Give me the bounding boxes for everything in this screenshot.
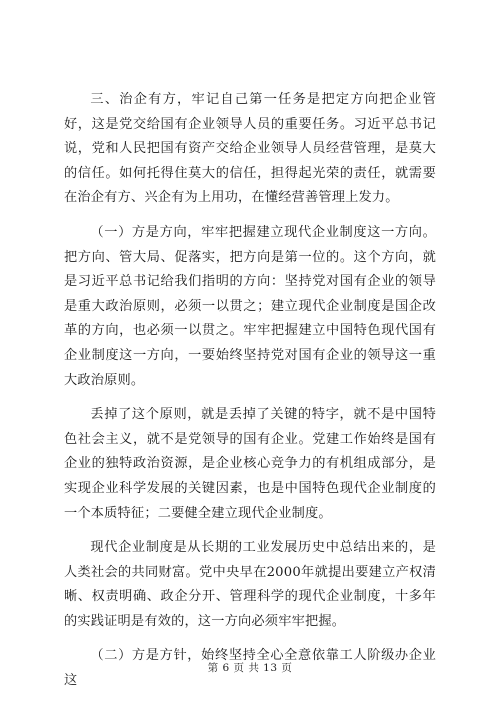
paragraph-modern-enterprise: 现代企业制度是从长期的工业发展历史中总结出来的，是人类社会的共同财富。党中央早在2000年就提出要建立产权清晰、权责明确、政企分开、管理科学的现代企业制度，十多年的实践证明是有效的，这一方向必须牢牢把握。 xyxy=(64,540,436,629)
page-footer xyxy=(0,660,500,675)
paragraph-policy: （二）方是方针，始终坚持全心全意依靠工人阶级办企业这 xyxy=(64,648,436,689)
page-number-label: 第 6 页 共 13 页 xyxy=(207,662,293,674)
paragraph-direction: （一）方是方向，牢牢把握建立现代企业制度这一方向。把方向、管大局、促落实，把方向是第一位的。这个方向，就是习近平总书记给我们指明的方向：坚持党对国有企业的领导是重大政治原则，必须一以贯之；建立现代企业制度是国企改革的方向，也必须一以贯之。牢牢把握建立中国特色现代国有企业制度这一方向，一要始终坚持党对国有企业的领导这一重大政治原则。 xyxy=(64,224,436,388)
paragraph-governance-intro: 三、治企有方，牢记自己第一任务是把定方向把企业管好，这是党交给国有企业领导人员的重要任务。习近平总书记说，党和人民把国有资产交给企业领导人员经营管理，是莫大的信任。如何托得住莫大的信任，担得起光荣的责任，就需要在治企有方、兴企有为上用功，在懂经营善管理上发力。 xyxy=(64,92,436,206)
paragraph-principle: 丢掉了这个原则，就是丢掉了关键的特字，就不是中国特色社会主义，就不是党领导的国有企业。党建工作始终是国有企业的独特政治资源，是企业核心竞争力的有机组成部分，是实现企业科学发展的关键因素，也是中国特色现代企业制度的一个本质特征；二要健全建立现代企业制度。 xyxy=(64,407,436,521)
document-body xyxy=(64,88,436,704)
